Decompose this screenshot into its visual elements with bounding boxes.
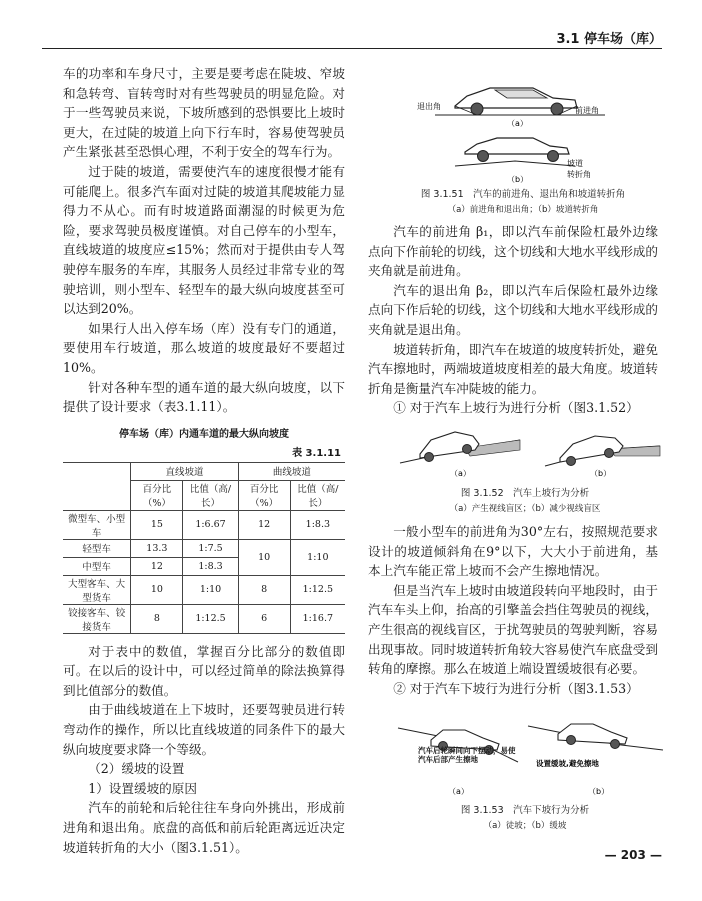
table-cell: 轻型车 (63, 539, 131, 557)
table-cell: 铰接客车、铰接货车 (63, 604, 131, 633)
paragraph: 对于表中的数值，掌握百分比部分的数值即可。在以后的设计中，可以经过简单的除法换算得到比值部分的数值。 (63, 643, 345, 698)
paragraph: 车的功率和车身尺寸，主要是要考虑在陡坡、窄坡和急转弯、盲转弯时对有些驾驶员的明显危险。对于一些驾驶员来说，下坡所感到的恐惧要比上坡时更大，在过陡的坡道上向下行车时，容易使驾驶员产生紧张甚至恐惧心理，不利于安全的驾车行为。 (63, 66, 345, 160)
subfigure-label: （a） (507, 119, 528, 128)
table-cell: 1:12.5 (183, 604, 238, 633)
paragraph: 一般小型车的前进角为30°左右，按照规范要求设计的坡道倾斜角在9°以下，大大小于前进角，基本上汽车能正常上坡而不会产生擦地情况。 (368, 524, 658, 579)
table-group-header: 曲线坡道 (238, 462, 345, 480)
subheading: 1）设置缓坡的原因 (88, 780, 197, 796)
table-cell: 10 (238, 539, 290, 575)
note-gentle-slope: 设置缓坡,避免擦地 (536, 759, 599, 768)
subfigure-label: （b） (507, 175, 529, 184)
table-cell: 12 (238, 510, 290, 539)
subfigure-label: （b） (590, 469, 612, 478)
table-cell: 1:10 (290, 539, 345, 575)
subfigure-label: （a） (448, 787, 469, 796)
paragraph: 汽车的退出角 β₂，即以汽车后保险杠最外边缘点向下作后轮的切线，这个切线和大地水平线形成的夹角就是退出角。 (368, 282, 658, 337)
table-cell: 6 (238, 604, 290, 633)
uphill-car-a (400, 432, 520, 463)
slope-table (63, 462, 345, 634)
figure-caption (395, 802, 655, 831)
table-cell: 大型客车、大型货车 (63, 575, 131, 604)
table-group-header: 直线坡道 (131, 462, 238, 480)
caption-title: 图 3.1.53 汽车下坡行为分析 (460, 805, 590, 816)
section-title: 3.1 停车场（库） (556, 32, 662, 47)
uphill-car-b (545, 436, 660, 466)
paragraph: 汽车的前轮和后轮往往车身向外挑出，形成前进角和退出角。底盘的高低和前后轮距离远近决定坡道转折角的大小（图3.1.51）。 (63, 800, 345, 855)
left-column (63, 64, 345, 857)
approach-angle-label: 前进角 (575, 106, 599, 115)
table-cell: 8 (131, 604, 183, 633)
downhill-car-b (528, 724, 663, 750)
paragraph: ① 对于汽车上坡行为进行分析（图3.1.52） (393, 400, 639, 416)
paragraph: 由于曲线坡道在上下坡时，还要驾驶员进行转弯动作的操作，所以比直线坡道的同条件下的最大纵向坡度要求降一个等级。 (63, 702, 345, 757)
table-sub-header: 比值（高/长） (290, 480, 345, 510)
page-number: — 203 — (604, 848, 662, 862)
table-number: 表 3.1.11 (292, 447, 341, 459)
table-cell: 13.3 (131, 539, 183, 557)
turn-angle-label: 转折角 (567, 170, 591, 179)
figure-caption (395, 485, 655, 514)
paragraph: 但是当汽车上坡时由坡道段转向平地段时，由于汽车车头上仰，抬高的引擎盖会挡住驾驶员的视线，产生很高的视线盲区，于扰驾驶员的驾驶判断，容易出现事故。同时坡道转折角较大容易使汽车底盘受到转角的摩擦。那么在坡道上端设置缓坡很有必要。 (368, 582, 658, 677)
figure-3-1-52 (395, 418, 665, 480)
table-cell: 微型车、小型车 (63, 510, 131, 539)
running-header (42, 26, 662, 49)
table-sub-header: 比值（高/长） (183, 480, 238, 510)
subheading: （2）缓坡的设置 (88, 761, 185, 777)
note-steep-slope: 汽车后轮瞬间向下摆动，易使汽车后部产生擦地 (418, 746, 516, 764)
table-cell: 1:16.7 (290, 604, 345, 633)
table-corner (63, 462, 131, 510)
figure-3-1-51 (415, 66, 615, 184)
subfigure-label: （b） (588, 787, 610, 796)
caption-sub: （a）徒坡；（b）缓坡 (483, 821, 567, 831)
paragraph: 过于陡的坡道，需要使汽车的速度很慢才能有可能爬上。很多汽车面对过陡的坡道其爬坡能力显得力不从心。而有时坡道路面潮湿的时候更为危险，要求驾驶员极度谨慎。对自己停车的小型车，直线坡道的坡度应≤15%；然而对于提供由专人驾驶停车服务的车库，其服务人员经过非常专业的驾驶培训，则小型车、轻型车的最大纵向坡度甚至可以达到20%。 (63, 163, 345, 317)
paragraph: 汽车的前进角 β₁，即以汽车前保险杠最外边缘点向下作前轮的切线，这个切线和大地水平线形成的夹角就是前进角。 (368, 224, 658, 279)
paragraph: 如果行人出入停车场（库）没有专门的通道，要使用车行坡道，那么坡道的坡度最好不要超过10%。 (63, 320, 345, 375)
table-cell: 10 (131, 575, 183, 604)
right-column (368, 222, 658, 418)
table-cell: 12 (131, 557, 183, 575)
table-cell: 1:8.3 (183, 557, 238, 575)
ramp-label: 坡道 (567, 159, 583, 168)
caption-title: 图 3.1.51 汽车的前进角、退出角和坡道转折角 (420, 189, 626, 200)
table-cell: 1:12.5 (290, 575, 345, 604)
table-cell: 1:6.67 (183, 510, 238, 539)
table-cell: 8 (238, 575, 290, 604)
table-cell: 15 (131, 510, 183, 539)
car-illustration (455, 88, 577, 115)
table-title: 停车场（库）内通车道的最大纵向坡度 (119, 428, 289, 440)
table-cell: 1:7.5 (183, 539, 238, 557)
caption-title: 图 3.1.52 汽车上坡行为分析 (460, 488, 590, 499)
paragraph: 坡道转折角，即汽车在坡道的坡度转折处，避免汽车擦地时，两端坡道坡度相差的最大角度。坡道转折角是衡量汽车冲陡坡的能力。 (368, 341, 658, 396)
table-cell: 1:8.3 (290, 510, 345, 539)
table-cell: 1:10 (183, 575, 238, 604)
figure-caption (388, 186, 658, 215)
caption-sub: （a）前进角和退出角；（b）坡道转折角 (447, 205, 599, 215)
figure-3-1-53 (393, 720, 665, 798)
exit-angle-label: 退出角 (417, 102, 441, 111)
subfigure-label: （a） (450, 469, 471, 478)
caption-sub: （a）产生视线盲区；（b）减少视线盲区 (449, 504, 601, 514)
table-row (63, 575, 345, 604)
table-row (63, 539, 345, 557)
table-row (63, 510, 345, 539)
paragraph: ② 对于汽车下坡行为进行分析（图3.1.53） (393, 680, 639, 696)
car-on-ramp-illustration (465, 138, 569, 162)
table-sub-header: 百分比（%） (131, 480, 183, 510)
right-column-lower (368, 522, 658, 698)
paragraph: 针对各种车型的通车道的最大纵向坡度，以下提供了设计要求（表3.1.11）。 (63, 379, 345, 415)
table-sub-header: 百分比（%） (238, 480, 290, 510)
table-row (63, 604, 345, 633)
table-cell: 中型车 (63, 557, 131, 575)
